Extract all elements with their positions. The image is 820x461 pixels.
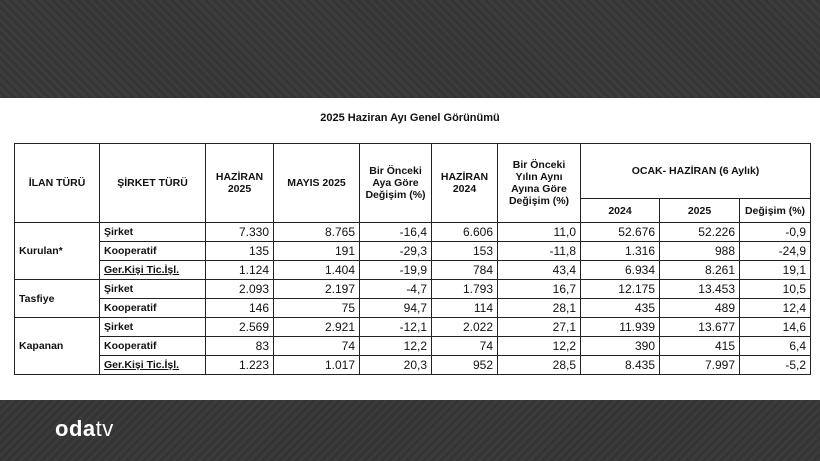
header-aya-gore-degisim: Bir Önceki Aya Göre Değişim (%) — [360, 144, 432, 223]
value-cell: 191 — [274, 242, 360, 261]
company-type: Ger.Kişi Tic.İşl. — [100, 261, 206, 280]
company-type: Kooperatif — [100, 337, 206, 356]
group-label: Kurulan* — [15, 223, 100, 280]
statistics-table — [14, 143, 811, 375]
header-mayis-2025: MAYIS 2025 — [274, 144, 360, 223]
value-cell: 135 — [206, 242, 274, 261]
value-cell: 28,1 — [498, 299, 581, 318]
value-cell: 6.934 — [581, 261, 660, 280]
value-cell: 6.606 — [432, 223, 498, 242]
value-cell: 784 — [432, 261, 498, 280]
table-row — [15, 261, 811, 280]
value-cell: 8.435 — [581, 356, 660, 375]
header-ocak-haziran: OCAK- HAZİRAN (6 Aylık) — [581, 144, 811, 199]
value-cell: -4,7 — [360, 280, 432, 299]
value-cell: -19,9 — [360, 261, 432, 280]
company-type: Şirket — [100, 318, 206, 337]
company-type: Kooperatif — [100, 242, 206, 261]
value-cell: -12,1 — [360, 318, 432, 337]
value-cell: 11.939 — [581, 318, 660, 337]
header-yila-gore-degisim: Bir Önceki Yılın Aynı Ayına Göre Değişim (%) — [498, 144, 581, 223]
header-ilan-turu: İLAN TÜRÜ — [15, 144, 100, 223]
document-sheet — [0, 98, 820, 400]
company-type: Şirket — [100, 223, 206, 242]
table-body — [15, 223, 811, 375]
table-row — [15, 223, 811, 242]
value-cell: 12,2 — [498, 337, 581, 356]
value-cell: 83 — [206, 337, 274, 356]
header-2024: 2024 — [581, 199, 660, 223]
value-cell: 74 — [432, 337, 498, 356]
group-label: Kapanan — [15, 318, 100, 375]
value-cell: 14,6 — [740, 318, 811, 337]
company-type: Kooperatif — [100, 299, 206, 318]
bottom-dark-band — [0, 400, 820, 461]
value-cell: 94,7 — [360, 299, 432, 318]
value-cell: 435 — [581, 299, 660, 318]
value-cell: 19,1 — [740, 261, 811, 280]
header-sirket-turu: ŞİRKET TÜRÜ — [100, 144, 206, 223]
value-cell: 415 — [660, 337, 740, 356]
value-cell: 1.223 — [206, 356, 274, 375]
value-cell: 988 — [660, 242, 740, 261]
value-cell: 146 — [206, 299, 274, 318]
company-type: Şirket — [100, 280, 206, 299]
value-cell: 2.921 — [274, 318, 360, 337]
value-cell: 2.093 — [206, 280, 274, 299]
value-cell: 1.404 — [274, 261, 360, 280]
value-cell: 8.765 — [274, 223, 360, 242]
header-haziran-2024: HAZİRAN 2024 — [432, 144, 498, 223]
value-cell: -24,9 — [740, 242, 811, 261]
table-row — [15, 337, 811, 356]
value-cell: 7.997 — [660, 356, 740, 375]
value-cell: 16,7 — [498, 280, 581, 299]
value-cell: -16,4 — [360, 223, 432, 242]
value-cell: 1.793 — [432, 280, 498, 299]
value-cell: 489 — [660, 299, 740, 318]
logo-bold-part: oda — [55, 416, 96, 441]
value-cell: 2.197 — [274, 280, 360, 299]
value-cell: 114 — [432, 299, 498, 318]
logo-light-part: tv — [95, 416, 114, 441]
value-cell: 1.124 — [206, 261, 274, 280]
value-cell: 12,4 — [740, 299, 811, 318]
value-cell: -11,8 — [498, 242, 581, 261]
value-cell: 153 — [432, 242, 498, 261]
value-cell: 2.569 — [206, 318, 274, 337]
odatv-logo — [55, 416, 114, 442]
value-cell: -5,2 — [740, 356, 811, 375]
value-cell: 12,2 — [360, 337, 432, 356]
value-cell: 6,4 — [740, 337, 811, 356]
header-haziran-2025: HAZİRAN 2025 — [206, 144, 274, 223]
table-row — [15, 242, 811, 261]
value-cell: 13.677 — [660, 318, 740, 337]
value-cell: 390 — [581, 337, 660, 356]
company-type: Ger.Kişi Tic.İşl. — [100, 356, 206, 375]
value-cell: 43,4 — [498, 261, 581, 280]
value-cell: 27,1 — [498, 318, 581, 337]
value-cell: -0,9 — [740, 223, 811, 242]
value-cell: 28,5 — [498, 356, 581, 375]
table-row — [15, 356, 811, 375]
value-cell: 13.453 — [660, 280, 740, 299]
value-cell: 2.022 — [432, 318, 498, 337]
value-cell: 12.175 — [581, 280, 660, 299]
table-row — [15, 318, 811, 337]
value-cell: 20,3 — [360, 356, 432, 375]
table-row — [15, 280, 811, 299]
header-row — [15, 144, 811, 199]
value-cell: 74 — [274, 337, 360, 356]
group-label: Tasfiye — [15, 280, 100, 318]
value-cell: -29,3 — [360, 242, 432, 261]
value-cell: 8.261 — [660, 261, 740, 280]
top-dark-band — [0, 0, 820, 98]
value-cell: 52.676 — [581, 223, 660, 242]
table-row — [15, 299, 811, 318]
value-cell: 1.017 — [274, 356, 360, 375]
header-degisim: Değişim (%) — [740, 199, 811, 223]
value-cell: 7.330 — [206, 223, 274, 242]
header-2025: 2025 — [660, 199, 740, 223]
value-cell: 75 — [274, 299, 360, 318]
page-title: 2025 Haziran Ayı Genel Görünümü — [320, 112, 500, 124]
value-cell: 52.226 — [660, 223, 740, 242]
value-cell: 1.316 — [581, 242, 660, 261]
value-cell: 11,0 — [498, 223, 581, 242]
value-cell: 10,5 — [740, 280, 811, 299]
value-cell: 952 — [432, 356, 498, 375]
